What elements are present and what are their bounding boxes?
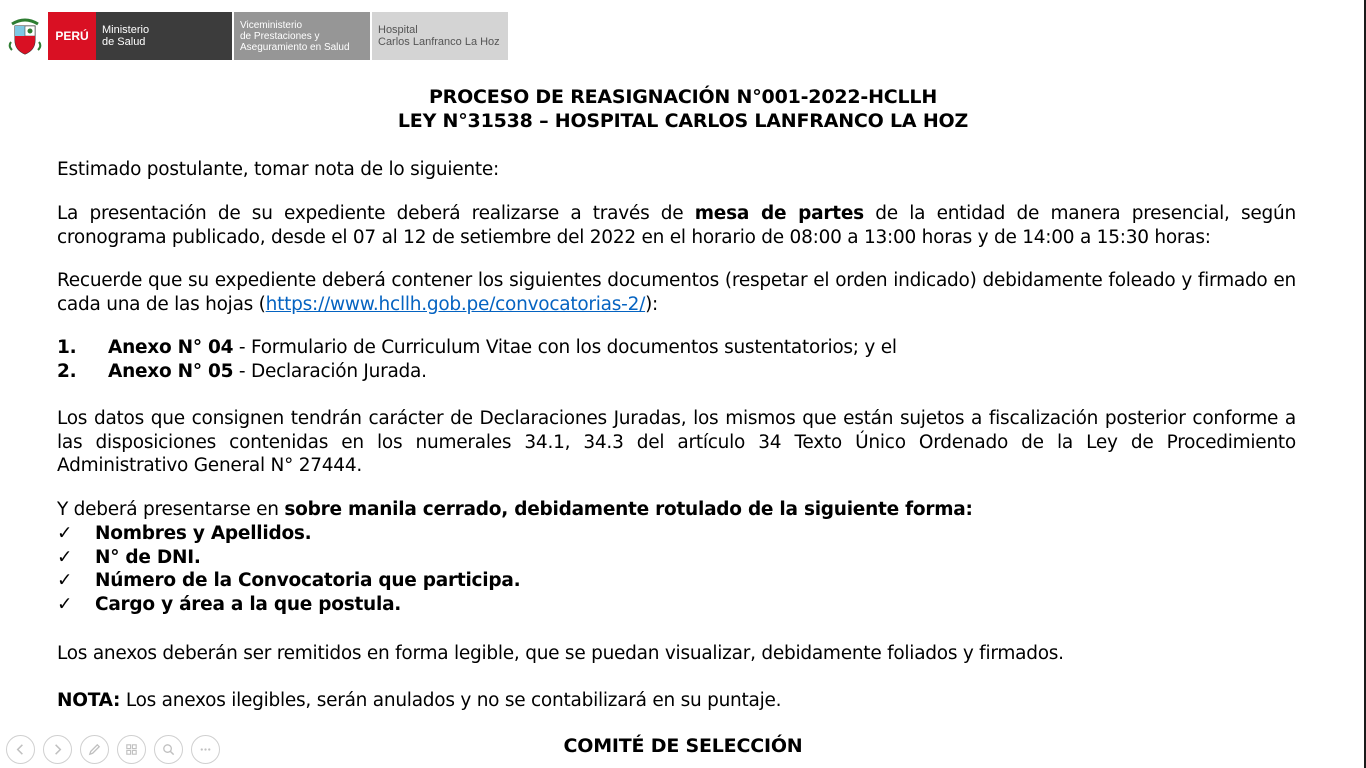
slides-icon[interactable] xyxy=(117,735,146,764)
presentacion-paragraph xyxy=(57,202,1296,249)
document-subtitle: LEY N°31538 – HOSPITAL CARLOS LANFRANCO LA HOZ xyxy=(397,110,969,132)
list-item xyxy=(57,336,897,360)
recuerde-pre: Recuerde que su expediente deberá contener los siguientes documentos (respetar el orden indicado) debidamente foleado y firmado en cada una de las hojas ( xyxy=(57,270,1296,315)
viceministerio-logo-block xyxy=(234,12,370,60)
convocatorias-link[interactable]: https://www.hcllh.gob.pe/convocatorias-2/ xyxy=(265,293,646,315)
list-number: 1. xyxy=(57,337,77,358)
list-item xyxy=(57,360,897,384)
comite-signature: COMITÉ DE SELECCIÓN xyxy=(563,735,803,757)
ministerio-logo-block xyxy=(96,12,232,60)
checklist-text: Cargo y área a la que postula. xyxy=(95,593,402,615)
ministerio-line-1: Ministerio xyxy=(102,24,150,36)
nota-text: Los anexos ilegibles, serán anulados y no se contabilizará en su puntaje. xyxy=(120,690,782,711)
checkmark-icon: ✓ xyxy=(57,593,73,615)
checkmark-icon: ✓ xyxy=(57,570,73,591)
anexo-name: Anexo N° 05 xyxy=(108,360,234,382)
sobre-pre: Y deberá presentarse en xyxy=(57,499,285,520)
vice-line-2: de Prestaciones y xyxy=(240,30,320,42)
checkmark-icon: ✓ xyxy=(57,523,73,544)
hospital-line-2: Carlos Lanfranco La Hoz xyxy=(378,36,500,48)
anexo-description: - Declaración Jurada. xyxy=(233,360,427,382)
presentacion-pre: La presentación de su expediente deberá realizarse a través de xyxy=(57,203,695,224)
header-logo-bar xyxy=(6,12,508,60)
ministerio-line-2: de Salud xyxy=(102,36,146,48)
list-item xyxy=(57,546,520,570)
hospital-line-1: Hospital xyxy=(378,24,418,36)
sobre-bold: sobre manila cerrado, debidamente rotulado de la siguiente forma: xyxy=(284,499,973,520)
anexo-name: Anexo N° 04 xyxy=(108,337,234,358)
checkmark-icon: ✓ xyxy=(57,546,73,568)
more-icon[interactable] xyxy=(191,735,220,764)
coat-of-arms-icon xyxy=(6,12,44,60)
document-title: PROCESO DE REASIGNACIÓN N°001-2022-HCLLH xyxy=(428,86,938,108)
vice-line-1: Viceministerio xyxy=(240,19,303,31)
slideshow-controls xyxy=(6,735,220,764)
next-icon[interactable] xyxy=(43,735,72,764)
pen-icon[interactable] xyxy=(80,735,109,764)
presentacion-bold: mesa de partes xyxy=(694,203,864,224)
checklist-text: N° de DNI. xyxy=(95,546,201,568)
checklist-text: Nombres y Apellidos. xyxy=(95,523,312,544)
recuerde-paragraph xyxy=(57,269,1296,316)
list-item xyxy=(57,569,520,593)
hospital-logo-block xyxy=(372,12,508,60)
nota-label: NOTA: xyxy=(57,690,121,711)
greeting-paragraph: Estimado postulante, tomar nota de lo siguiente: xyxy=(57,159,499,180)
list-item xyxy=(57,593,520,617)
recuerde-post: ): xyxy=(645,293,659,315)
declaraciones-paragraph: Los datos que consignen tendrán carácter de Declaraciones Juradas, los mismos que están sujetos a fiscalización posterior conforme a las disposiciones contenidas en los numerales 34.1, 34.3 del artículo 34 Texto Único Ordenado de la Ley de Procedimiento Administrativo General N° 27444. xyxy=(57,408,1296,476)
zoom-icon[interactable] xyxy=(154,735,183,764)
checklist-text: Número de la Convocatoria que participa. xyxy=(95,570,521,591)
list-item xyxy=(57,522,520,546)
anexo-description: - Formulario de Curriculum Vitae con los documentos sustentatorios; y el xyxy=(233,337,897,358)
rotulado-checklist xyxy=(57,522,520,616)
anexos-list xyxy=(57,336,897,383)
nota-paragraph xyxy=(57,689,1296,713)
list-number: 2. xyxy=(57,360,77,382)
peru-label: PERÚ xyxy=(55,29,89,43)
peru-logo-box xyxy=(48,12,96,60)
sobre-paragraph xyxy=(57,498,1296,522)
vice-line-3: Aseguramiento en Salud xyxy=(240,41,350,53)
previous-icon[interactable] xyxy=(6,735,35,764)
presentacion-post: de la entidad de manera presencial, según cronograma publicado, desde el 07 al 12 de setiembre del 2022 en el horario de 08:00 a 13:00 horas y de 14:00 a 15:30 horas: xyxy=(57,203,1296,248)
legible-paragraph: Los anexos deberán ser remitidos en forma legible, que se puedan visualizar, debidamente foliados y firmados. xyxy=(57,643,1064,664)
